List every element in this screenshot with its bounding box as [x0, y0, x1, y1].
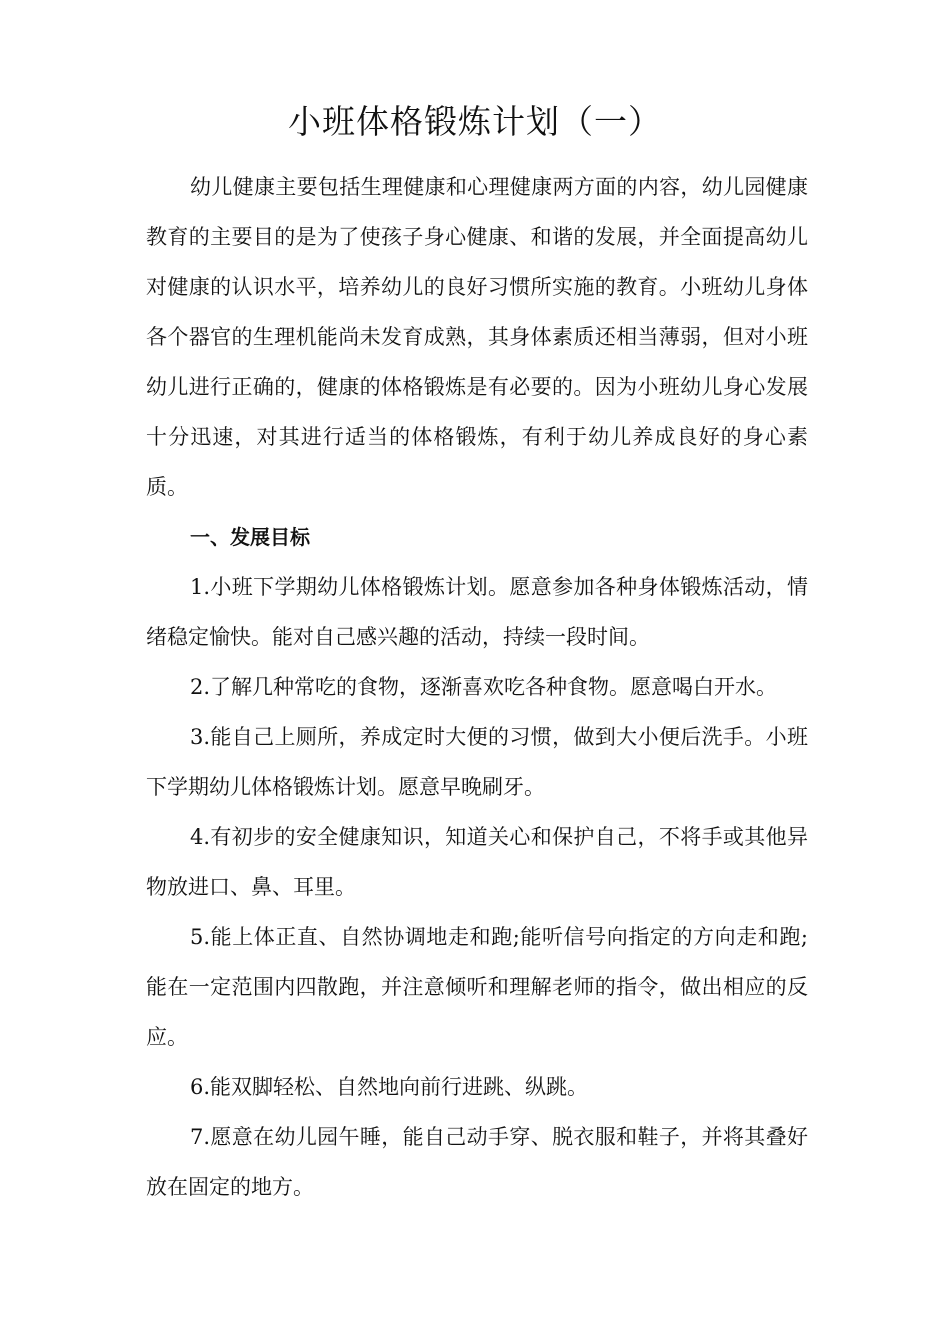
goal-item-5: 5.能上体正直、自然协调地走和跑;能听信号向指定的方向走和跑;能在一定范围内四散跑，并注意倾听和理解老师的指令，做出相应的反应。: [146, 925, 808, 1049]
intro-paragraph: 幼儿健康主要包括生理健康和心理健康两方面的内容，幼儿园健康教育的主要目的是为了使孩子身心健康、和谐的发展，并全面提高幼儿对健康的认识水平，培养幼儿的良好习惯所实施的教育。小班幼儿身体各个器官的生理机能尚未发育成熟，其身体素质还相当薄弱，但对小班幼儿进行正确的，健康的体格锻炼是有必要的。因为小班幼儿身心发展十分迅速，对其进行适当的体格锻炼，有利于幼儿养成良好的身心素质。: [146, 175, 808, 499]
goal-item-1: 1.小班下学期幼儿体格锻炼计划。愿意参加各种身体锻炼活动，情绪稳定愉快。能对自己感兴趣的活动，持续一段时间。: [146, 575, 808, 649]
goal-item-3: 3.能自己上厕所，养成定时大便的习惯，做到大小便后洗手。小班下学期幼儿体格锻炼计划。愿意早晚刷牙。: [146, 725, 808, 799]
page-title: 小班体格锻炼计划（一）: [288, 102, 662, 141]
goal-item-7: 7.愿意在幼儿园午睡，能自己动手穿、脱衣服和鞋子，并将其叠好放在固定的地方。: [146, 1125, 808, 1199]
document-body: [146, 162, 808, 1212]
goal-item-6: 6.能双脚轻松、自然地向前行进跳、纵跳。: [190, 1075, 589, 1099]
section-heading: 一、发展目标: [190, 525, 310, 549]
goal-item-4: 4.有初步的安全健康知识，知道关心和保护自己，不将手或其他异物放进口、鼻、耳里。: [146, 825, 808, 899]
goal-item-2: 2.了解几种常吃的食物，逐渐喜欢吃各种食物。愿意喝白开水。: [190, 675, 778, 699]
